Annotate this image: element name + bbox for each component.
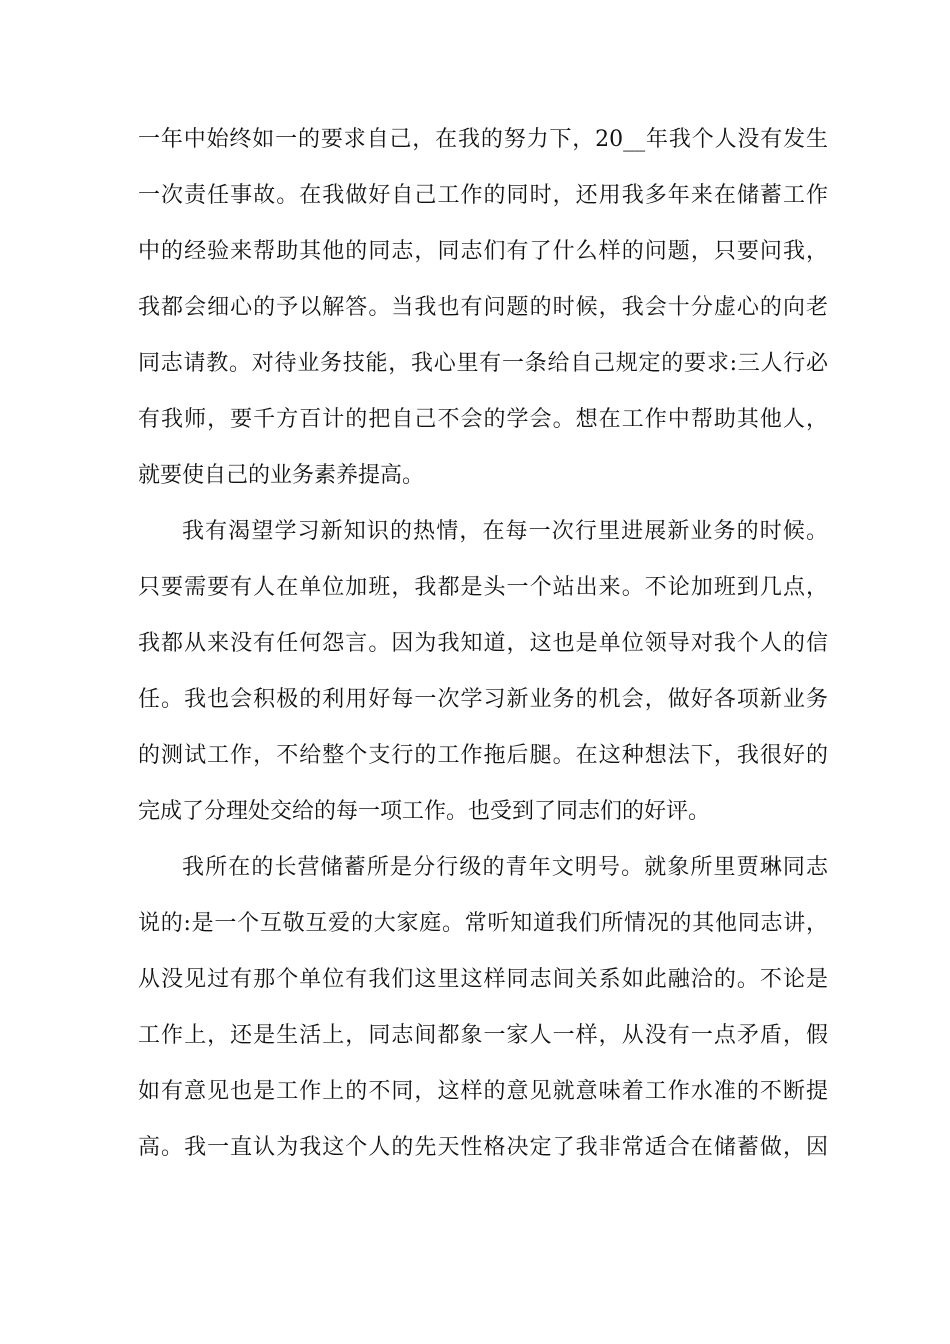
paragraph-3-line-4: 工作上，还是生活上，同志间都象一家人一样，从没有一点矛盾，假 bbox=[138, 1023, 828, 1048]
paragraph-1-line-2: 一次责任事故。在我做好自己工作的同时，还用我多年来在储蓄工作 bbox=[138, 183, 828, 208]
paragraph-3-line-3: 从没见过有那个单位有我们这里这样同志间关系如此融洽的。不论是 bbox=[138, 967, 828, 992]
paragraph-1-line-6: 有我师，要千方百计的把自己不会的学会。想在工作中帮助其他人， bbox=[138, 407, 828, 432]
paragraph-3-line-1: 我所在的长营储蓄所是分行级的青年文明号。就象所里贾琳同志 bbox=[182, 855, 828, 880]
paragraph-2-line-3: 我都从来没有任何怨言。因为我知道，这也是单位领导对我个人的信 bbox=[138, 631, 828, 656]
paragraph-1-line-7: 就要使自己的业务素养提高。 bbox=[138, 463, 425, 488]
paragraph-1-line-5: 同志请教。对待业务技能，我心里有一条给自己规定的要求:三人行必 bbox=[138, 351, 828, 376]
paragraph-3-line-5: 如有意见也是工作上的不同，这样的意见就意味着工作水准的不断提 bbox=[138, 1079, 828, 1104]
paragraph-2-line-1: 我有渴望学习新知识的热情，在每一次行里进展新业务的时候。 bbox=[182, 519, 828, 544]
paragraph-3-line-6: 高。我一直认为我这个人的先天性格决定了我非常适合在储蓄做，因 bbox=[138, 1135, 828, 1160]
paragraph-1-line-3: 中的经验来帮助其他的同志，同志们有了什么样的问题，只要问我， bbox=[138, 239, 828, 264]
paragraph-2-line-2: 只要需要有人在单位加班，我都是头一个站出来。不论加班到几点， bbox=[138, 575, 828, 600]
paragraph-2-line-5: 的测试工作，不给整个支行的工作拖后腿。在这种想法下，我很好的 bbox=[138, 743, 828, 768]
paragraph-2-line-4: 任。我也会积极的利用好每一次学习新业务的机会，做好各项新业务 bbox=[138, 687, 828, 712]
paragraph-2-line-6: 完成了分理处交给的每一项工作。也受到了同志们的好评。 bbox=[138, 799, 711, 824]
paragraph-1-line-1: 一年中始终如一的要求自己，在我的努力下，20__年我个人没有发生 bbox=[138, 127, 828, 152]
paragraph-3-line-2: 说的:是一个互敬互爱的大家庭。常听知道我们所情况的其他同志讲， bbox=[138, 911, 828, 936]
paragraph-1-line-4: 我都会细心的予以解答。当我也有问题的时候，我会十分虚心的向老 bbox=[138, 295, 828, 320]
